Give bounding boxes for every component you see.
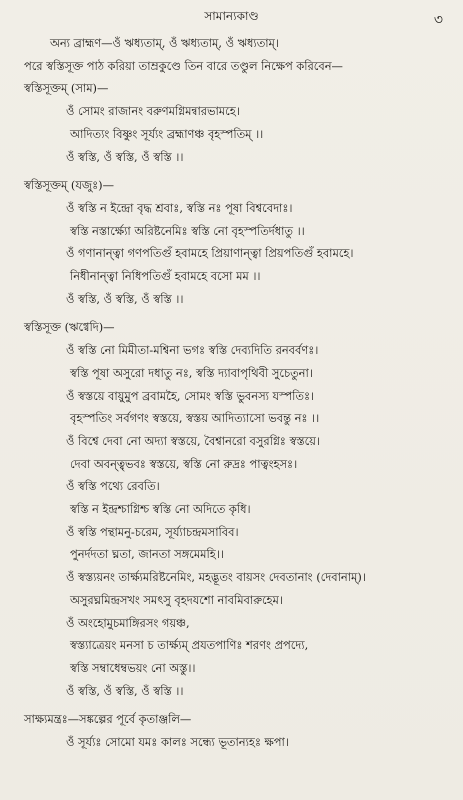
verse-line: নিধীনান্ত্বা নিধিপতিগুঁ হবামহে বসো মম ।। <box>70 269 261 284</box>
verse-line: ওঁ স্বস্তি পথ্যে রেবতি। <box>66 479 160 494</box>
verse-line: দেবা অবন্ত্বৃভবঃ স্বস্তয়ে, স্বস্তি নো রুদ্রঃ পাত্বংহসঃ। <box>70 456 298 471</box>
verse-line: স্বস্তি ন ইন্দ্রশ্চাগ্নিশ্চ স্বস্তি নো অদিতে কৃধি। <box>70 502 251 517</box>
verse-line: ওঁ স্বস্তি ন ইন্দ্রো বৃদ্ধ শ্রবাঃ, স্বস্তি নঃ পূষা বিশ্ববেদাঃ। <box>66 200 293 215</box>
verse-line: স্বস্তি পূষা অসুরো দধাতু নঃ, স্বস্তি দ্যাবাপৃথিবী সুচেতুনা। <box>70 365 313 380</box>
verse-line: ওঁ স্বস্তয়ে বায়ুমুপ ব্রবামহৈ, সোমং স্বস্তি ভুবনস্য যস্পতিঃ। <box>66 388 315 403</box>
section-heading-yajuh: স্বস্তিসূক্তম্ (যজুঃ)— <box>24 178 115 193</box>
verse-line: পুনর্দদতা ঘ্নতা, জানতা সঙ্গমেমহি।। <box>70 547 224 562</box>
section-heading-sam: স্বস্তিসূক্তম্ (সাম)— <box>24 81 109 96</box>
verse-line: ওঁ স্বস্তি পন্থামনু-চরেম, সূর্য্যাচন্দ্রমসাবিব। <box>66 524 239 539</box>
running-head: সামান্যকাণ্ড <box>204 9 259 23</box>
verse-line: ওঁ সূর্য্যঃ সোমো যমঃ কালঃ সন্ধ্যে ভূতান্যহঃ ক্ষপা। <box>66 735 289 750</box>
verse-line: ওঁ সোমং রাজানং বরুণমগ্নিমন্বারভামহে। <box>66 104 240 119</box>
section-heading-rigvedi: স্বস্তিসূক্ত (ঋগ্বেদি)— <box>24 320 115 335</box>
verse-line: ওঁ স্বস্তি নো মিমীতা-মশ্বিনা ভগঃ স্বস্তি দেব্যদিতি রনবর্বণঃ। <box>66 343 319 358</box>
verse-line: ওঁ গণানান্ত্বা গণপতিগুঁ হবামহে প্রিয়াণান্ত্বা প্রিয়পতিগুঁ হবামহে। <box>66 246 354 261</box>
verse-line: ওঁ স্বস্তি, ওঁ স্বস্তি, ওঁ স্বস্তি ।। <box>66 683 184 698</box>
verse-line: স্বস্তি সম্বাধেম্বভয়ং নো অস্তু।। <box>70 660 196 675</box>
text-line: পরে স্বস্তিসূক্ত পাঠ করিয়া তাম্রকুণ্ডে তিন বারে তণ্ডুল নিক্ষেপ করিবেন— <box>24 58 343 73</box>
verse-line: ওঁ স্বস্তি, ওঁ স্বস্তি, ওঁ স্বস্তি ।। <box>66 149 184 164</box>
verse-line: আদিত্যং বিষ্ণুং সূর্য্যং ব্রহ্মাণঞ্চ বৃহস্পতিম্ ।। <box>70 126 264 141</box>
verse-line: ওঁ স্বস্তি, ওঁ স্বস্তি, ওঁ স্বস্তি ।। <box>66 291 184 306</box>
verse-line: অসুরঘ্নমিন্দ্রসখং সমৎসু বৃহদযশো নাবমিবারুহেম। <box>70 592 283 607</box>
page-header <box>14 8 449 32</box>
verse-line: ওঁ অংহোমুচমাঙ্গিরসং গয়ঞ্চ, <box>66 615 190 630</box>
verse-line: স্বস্তি নস্তার্ক্ষ্যো অরিষ্টনেমিঃ স্বস্তি নো বৃহস্পতির্দধাতু ।। <box>70 223 305 238</box>
section-heading-sakshya: সাক্ষ্যমন্ত্রঃ—সঙ্কল্পের পূর্বে কৃতাঞ্জলি— <box>24 712 192 727</box>
verse-line: ওঁ স্বস্ত্যয়নং তার্ক্ষ্যমরিষ্টনেমিং, মহদ্ভূতং বায়সং দেবতানাং (দেবানাম্)। <box>66 570 366 585</box>
page-number: ৩ <box>433 12 443 28</box>
verse-line: বৃহস্পতিং সর্বগণং স্বস্তয়ে, স্বস্তয় আদিত্যাসো ভবন্তু নঃ ।। <box>70 411 320 426</box>
verse-line: স্বস্ত্যাত্রেয়ং মনসা চ তার্ক্ষ্যম্ প্রযতপাণিঃ শরণং প্রপদ্যে, <box>70 638 309 653</box>
verse-line: ওঁ বিশ্বে দেবা নো অদ্যা স্বস্তয়ে, বৈশ্বানরো বসুরগ্নিঃ স্বস্তয়ে। <box>66 433 320 448</box>
text-line: অন্য ব্রাহ্মণ—ওঁ ঋধ্যতাম্, ওঁ ঋধ্যতাম্, ওঁ ঋধ্যতাম্। <box>50 36 279 50</box>
